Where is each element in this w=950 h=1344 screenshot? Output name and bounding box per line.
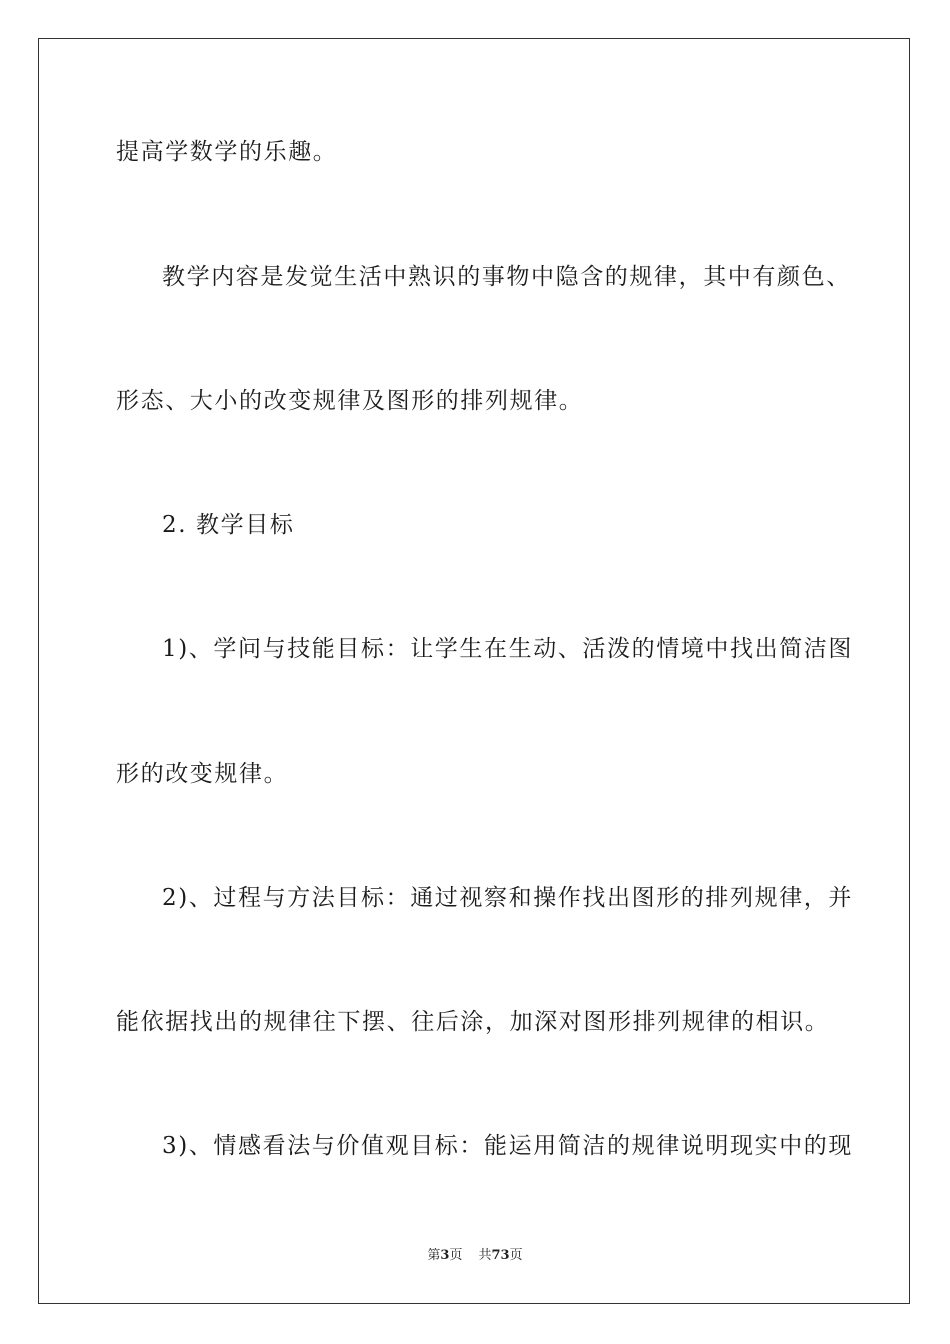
body-text-line: 提高学数学的乐趣。 [116, 139, 338, 165]
body-text-line: 教学内容是发觉生活中熟识的事物中隐含的规律，其中有颜色、 [162, 264, 851, 290]
body-text-line: 形态、大小的改变规律及图形的排列规律。 [116, 388, 584, 414]
body-text-line: 能依据找出的规律往下摆、往后涂，加深对图形排列规律的相识。 [116, 1009, 830, 1035]
body-text-line: 2)、过程与方法目标：通过视察和操作找出图形的排列规律，并 [162, 885, 854, 911]
total-suffix: 页 [509, 1248, 523, 1263]
page-suffix: 页 [449, 1248, 463, 1263]
total-prefix: 共 [478, 1248, 492, 1263]
body-text-line: 1)、学问与技能目标：让学生在生动、活泼的情境中找出简洁图 [162, 636, 854, 662]
body-text-line: 3)、情感看法与价值观目标：能运用简洁的规律说明现实中的现 [162, 1133, 854, 1159]
page-prefix: 第 [427, 1248, 441, 1263]
page-total-number: 73 [491, 1248, 510, 1263]
body-text-line: 形的改变规律。 [116, 761, 289, 787]
page-border [38, 38, 910, 1304]
page-current-number: 3 [440, 1248, 450, 1263]
page-footer [0, 1247, 950, 1265]
section-heading: 2. 教学目标 [162, 512, 295, 538]
